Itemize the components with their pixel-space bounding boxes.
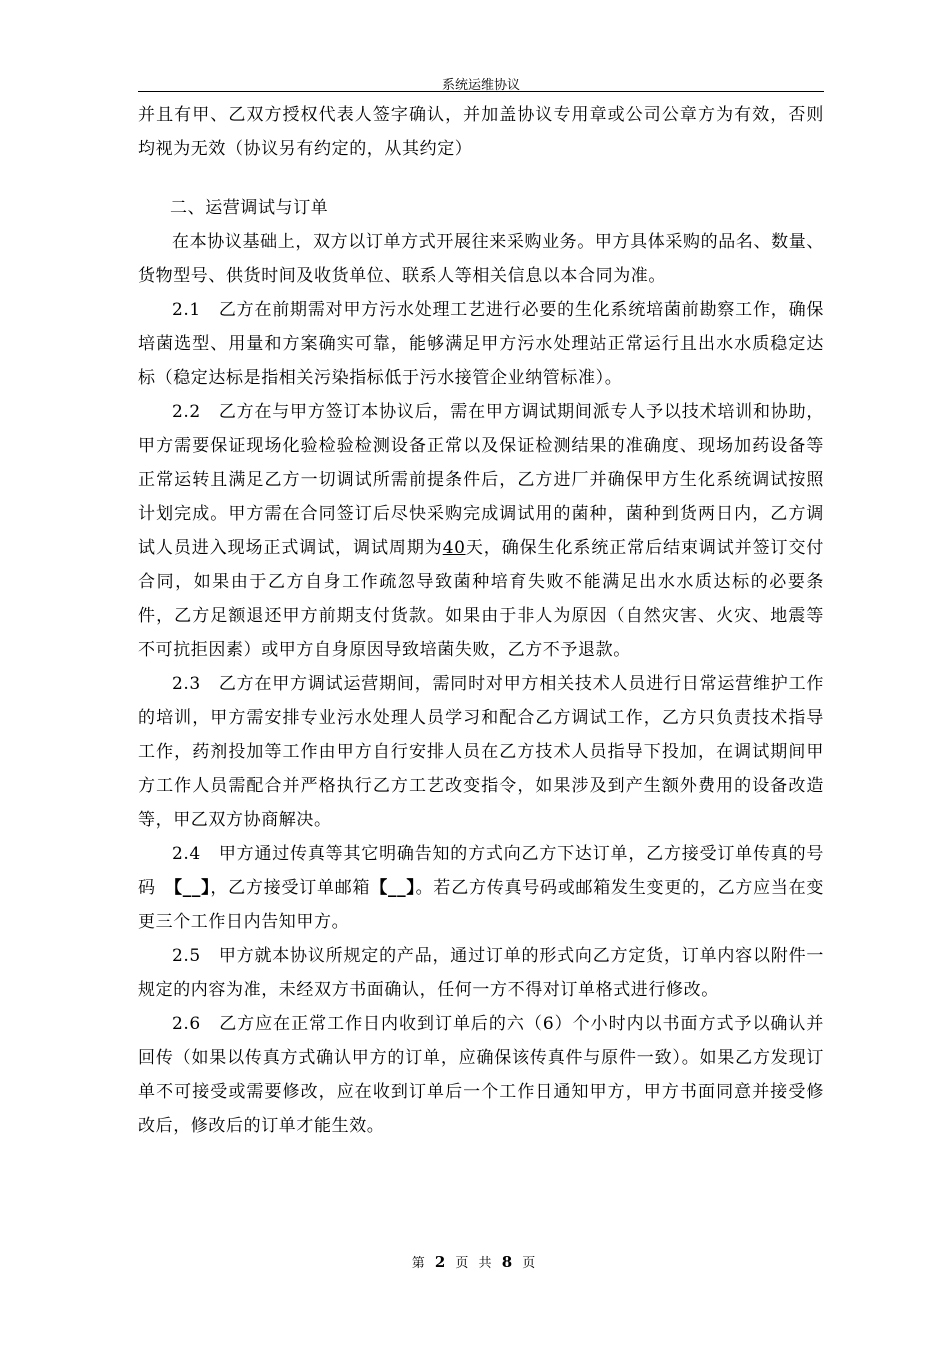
paragraph-gap: [138, 166, 824, 191]
header-title: 系统运维协议: [441, 78, 520, 93]
clause-2-1: 2.1 乙方在前期需对甲方污水处理工艺进行必要的生化系统培菌前勘察工作，确保培菌选型、用量和方案确实可靠，能够满足甲方污水处理站正常运行且出水水质稳定达标（稳定达标是指相关污染指标低于污水接管企业纳管标准）。: [138, 300, 824, 388]
section-heading: 二、运营调试与订单: [170, 198, 329, 218]
paragraph-intro: 在本协议基础上，双方以订单方式开展往来采购业务。甲方具体采购的品名、数量、货物型号、供货时间及收货单位、联系人等相关信息以本合同为准。: [138, 232, 824, 286]
footer-suffix: 页: [522, 1256, 539, 1271]
debug-period-days: 40: [442, 538, 466, 558]
clause-2-4: [138, 837, 824, 939]
clause-2-2-text-a: 2.2 乙方在与甲方签订本协议后，需在甲方调试期间派专人予以技术培训和协助，甲方需要保证现场化验检验检测设备正常以及保证检测结果的准确度、现场加药设备等正常运转且满足乙方一切调试所需前提条件后，乙方进厂并确保甲方生化系统调试按照计划完成。甲方需在合同签订后尽快采购完成调试用的菌种，菌种到货两日内，乙方调试人员进入现场正式调试，调试周期为: [138, 402, 824, 558]
clause-2-4-text-c: 。若乙方传真号码或邮箱发生变更的，乙方应当在变更三个工作日内告知甲方。: [138, 878, 825, 932]
current-page-number: 2: [434, 1253, 449, 1271]
clause-2-2: [138, 395, 824, 667]
page-footer: [0, 1252, 950, 1271]
clause-2-6: 2.6 乙方应在正常工作日内收到订单后的六（6）个小时内以书面方式予以确认并回传（如果以传真方式确认甲方的订单，应确保该传真件与原件一致）。如果乙方发现订单不可接受或需要修改，应在收到订单后一个工作日通知甲方，甲方书面同意并接受修改后，修改后的订单才能生效。: [138, 1014, 824, 1136]
email-blank: 【__】: [370, 878, 416, 898]
footer-mid: 页 共: [455, 1256, 495, 1271]
fax-number-blank: 【__】: [173, 878, 211, 898]
paragraph-continuation: 并且有甲、乙双方授权代表人签字确认，并加盖协议专用章或公司公章方为有效，否则均视为无效（协议另有约定的，从其约定）: [138, 105, 824, 159]
total-page-number: 8: [501, 1253, 516, 1271]
clause-2-3: 2.3 乙方在甲方调试运营期间，需同时对甲方相关技术人员进行日常运营维护工作的培训，甲方需安排专业污水处理人员学习和配合乙方调试工作，乙方只负责技术指导工作，药剂投加等工作由甲方自行安排人员在乙方技术人员指导下投加，在调试期间甲方工作人员需配合并严格执行乙方工艺改变指令，如果涉及到产生额外费用的设备改造等，甲乙双方协商解决。: [138, 674, 824, 830]
clause-2-5: 2.5 甲方就本协议所规定的产品，通过订单的形式向乙方定货，订单内容以附件一规定的内容为准，未经双方书面确认，任何一方不得对订单格式进行修改。: [138, 946, 824, 1000]
clause-2-4-text-b: ，乙方接受订单邮箱: [210, 878, 371, 898]
clause-2-2-text-b: 天，确保生化系统正常后结束调试并签订交付合同，如果由于乙方自身工作疏忽导致菌种培育失败不能满足出水水质达标的必要条件，乙方足额退还甲方前期支付货款。如果由于非人为原因（自然灾害、火灾、地震等不可抗拒因素）或甲方自身原因导致培菌失败，乙方不予退款。: [138, 538, 825, 660]
document-body: [138, 98, 824, 1143]
header-divider: [138, 91, 824, 92]
clause-2-4-text-a: 2.4 甲方通过传真等其它明确告知的方式向乙方下达订单，乙方接受订单传真的号码: [138, 844, 824, 898]
footer-prefix: 第: [411, 1256, 428, 1271]
